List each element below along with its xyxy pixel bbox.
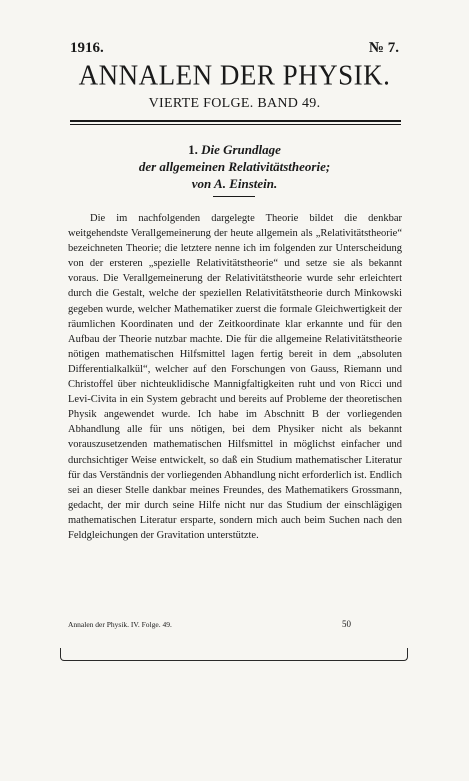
journal-series: VIERTE FOLGE. BAND 49.: [148, 96, 321, 111]
publication-year: 1916.: [70, 40, 104, 56]
article-title: [0, 141, 469, 192]
article-number: 1.: [188, 142, 198, 157]
page-header: [70, 40, 399, 57]
article-title-line2: der allgemeinen Relativitätstheorie;: [138, 159, 331, 174]
header-rule-thin: [70, 124, 401, 125]
page-number: 50: [342, 619, 351, 629]
scan-frame-edge: [60, 648, 408, 661]
header-rule-thick: [70, 120, 401, 122]
issue-number: № 7.: [368, 40, 399, 56]
title-separator-rule: [213, 196, 255, 197]
body-paragraph: Die im nachfolgenden dargelegte Theorie bildet die denkbar weitgehendste Verallgemeinerung der heute allgemein als „Relativitätstheorie“ bezeichneten Theorie; die letztere nenne ich im folgenden zur Unterscheidung von der ersteren „spezielle Relativitätstheorie“ und setze sie als bekannt voraus. Die Verallgemeinerung der Relativitätstheorie wurde sehr erleichtert durch die Gestalt, welche der speziellen Relativitätstheorie durch Minkowski gegeben wurde, welcher Mathematiker zuerst die formale Gleichwertigkeit der räumlichen Koordinaten und der Zeitkoordinate klar erkannte und für den Aufbau der Theorie nutzbar machte. Die für die allgemeine Relativitätstheorie nötigen mathematischen Hilfsmittel lagen fertig bereit in dem „absoluten Differentialkalkül“, welcher auf den Forschungen von Gauss, Riemann und Christoffel über nichteuklidische Mannigfaltigkeiten ruht und von Ricci und Levi-Civita in ein System gebracht und bereits auf Probleme der theoretischen Physik angewendet wurde. Ich habe im Abschnitt B der vorliegenden Abhandlung alle für uns nötigen, bei dem Physiker nicht als bekannt vorauszusetzenden mathematischen Hilfsmittel in möglichst einfacher und durchsichtiger Weise entwickelt, so daß ein Studium mathematischer Literatur für das Verständnis der vorliegenden Abhandlung nicht erforderlich ist. Endlich sei an dieser Stelle dankbar meines Freundes, des Mathematikers Grossmann, gedacht, der mir durch seine Hilfe nicht nur das Studium der einschlägigen mathematischen Literatur ersparte, sondern mich auch beim Suchen nach den Feldgleichungen der Gravitation unterstützte.: [68, 213, 402, 541]
footer-journal-reference: Annalen der Physik. IV. Folge. 49.: [68, 620, 172, 629]
article-title-line1: Die Grundlage: [201, 142, 281, 157]
article-author-line: von A. Einstein.: [191, 176, 278, 191]
page-footer: [68, 619, 401, 629]
journal-title: ANNALEN DER PHYSIK.: [78, 59, 391, 91]
